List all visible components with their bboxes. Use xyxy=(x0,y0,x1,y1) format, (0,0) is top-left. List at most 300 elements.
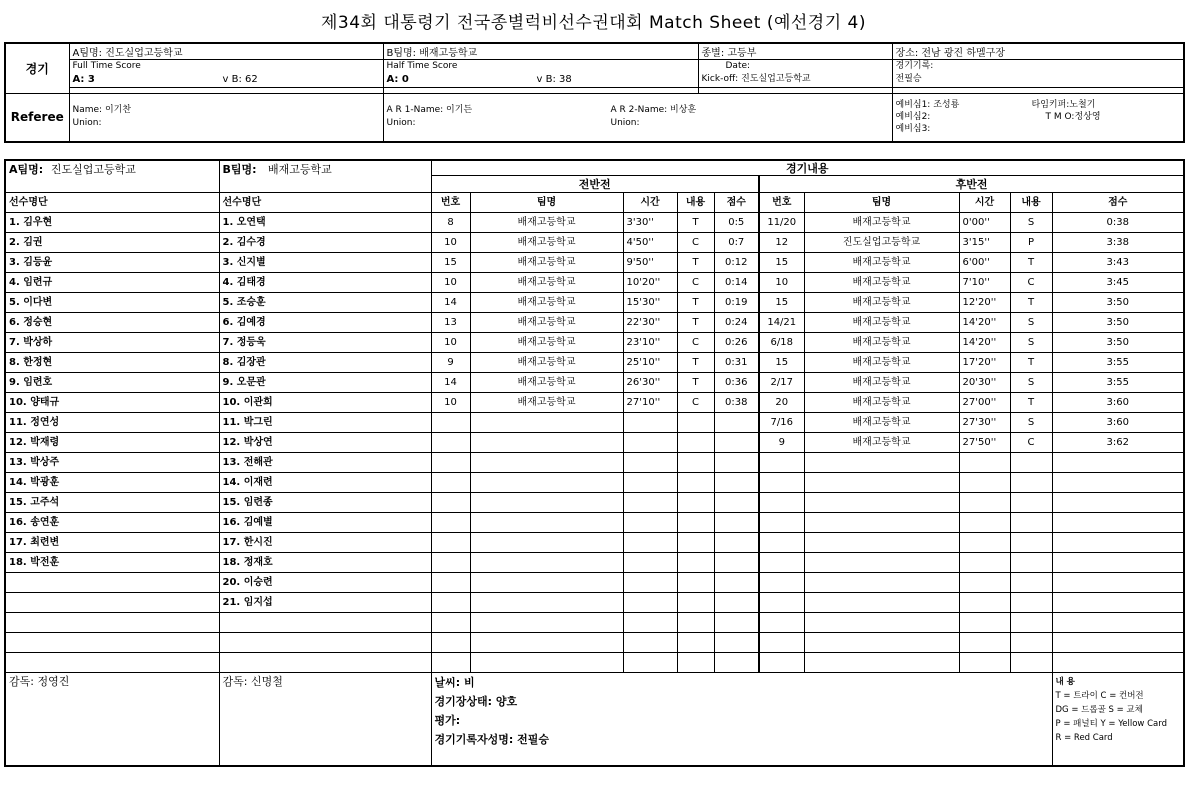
halftime-b: v B: 38 xyxy=(536,74,572,85)
table-row xyxy=(5,213,1184,233)
second-half-cell xyxy=(1010,533,1052,553)
first-half-cell: T xyxy=(677,293,714,313)
second-half-cell xyxy=(759,513,804,533)
timekeeper: 타임키퍼:노철기 xyxy=(1031,100,1096,111)
table-row xyxy=(5,593,1184,613)
halftime-label: Half Time Score xyxy=(386,61,458,71)
roster-b-player: 13. 전해관 xyxy=(219,453,431,473)
first-half-cell xyxy=(623,473,677,493)
table-row xyxy=(5,273,1184,293)
second-half-cell: 20 xyxy=(759,393,804,413)
second-half-cell xyxy=(959,653,1010,673)
roster-b-player: 18. 정재호 xyxy=(219,553,431,573)
second-half-cell: 20'30'' xyxy=(959,373,1010,393)
first-half-cell: 14 xyxy=(431,293,470,313)
second-half-cell xyxy=(959,573,1010,593)
second-half-cell: 배재고등학교 xyxy=(804,413,959,433)
roster-a-player: 12. 박재령 xyxy=(5,433,219,453)
first-half-cell: 23'10'' xyxy=(623,333,677,353)
table-row xyxy=(5,533,1184,553)
second-half-cell: P xyxy=(1010,233,1052,253)
first-half-cell: 배재고등학교 xyxy=(470,393,623,413)
second-half-cell: 배재고등학교 xyxy=(804,273,959,293)
second-half-cell: S xyxy=(1010,413,1052,433)
second-half-cell xyxy=(1052,493,1184,513)
second-half-cell: 15 xyxy=(759,253,804,273)
second-half-cell: 10 xyxy=(759,273,804,293)
table-row xyxy=(5,613,1184,633)
second-half-cell: 3:43 xyxy=(1052,253,1184,273)
second-half-cell: 3:60 xyxy=(1052,393,1184,413)
second-half-cell xyxy=(759,533,804,553)
first-half-cell xyxy=(470,413,623,433)
roster-b-player: 1. 오연택 xyxy=(219,213,431,233)
roster-b-player: 14. 이재련 xyxy=(219,473,431,493)
second-half-cell: 17'20'' xyxy=(959,353,1010,373)
first-half-cell: T xyxy=(677,213,714,233)
second-half-cell xyxy=(1010,473,1052,493)
match-label: 경기 xyxy=(5,43,69,94)
second-half-cell xyxy=(1010,553,1052,573)
first-half-cell: 26'30'' xyxy=(623,373,677,393)
team-b-label: B팀명: xyxy=(222,163,257,176)
second-half-cell: 6/18 xyxy=(759,333,804,353)
first-half-cell xyxy=(623,413,677,433)
reserve-cell xyxy=(892,94,1184,142)
team-a-name: 진도실업고등학교 xyxy=(50,163,136,176)
second-half-cell xyxy=(804,553,959,573)
referee-name: Name: 이기찬 xyxy=(72,105,132,116)
second-half-cell: 7'10'' xyxy=(959,273,1010,293)
first-half-cell xyxy=(431,493,470,513)
second-half-cell: 배재고등학교 xyxy=(804,433,959,453)
first-half-cell xyxy=(470,573,623,593)
second-half-cell xyxy=(1010,573,1052,593)
first-half-cell: 22'30'' xyxy=(623,313,677,333)
first-half-cell: 10 xyxy=(431,233,470,253)
first-half-cell: 10 xyxy=(431,393,470,413)
table-row xyxy=(5,313,1184,333)
first-half-cell: 배재고등학교 xyxy=(470,273,623,293)
first-half-cell: 10 xyxy=(431,333,470,353)
first-half-col-header: 내용 xyxy=(677,193,714,213)
first-half-cell xyxy=(431,653,470,673)
second-half-cell xyxy=(959,633,1010,653)
first-half-cell: 15'30'' xyxy=(623,293,677,313)
second-half-cell xyxy=(759,453,804,473)
second-half-cell: 배재고등학교 xyxy=(804,253,959,273)
first-half-cell: C xyxy=(677,393,714,413)
roster-b-player: 17. 한시진 xyxy=(219,533,431,553)
roster-b-player xyxy=(219,653,431,673)
fulltime-label: Full Time Score xyxy=(72,61,141,71)
recorder: 경기기록자성명: 전필승 xyxy=(434,733,549,746)
second-half-cell: T xyxy=(1010,293,1052,313)
halftime-score-cell xyxy=(383,60,698,88)
first-half-cell xyxy=(470,553,623,573)
first-half-cell: 0:31 xyxy=(714,353,759,373)
team-a-field: A팀명: 진도실업고등학교 xyxy=(69,43,383,60)
second-half-cell xyxy=(959,613,1010,633)
first-half-cell xyxy=(714,453,759,473)
first-half-cell xyxy=(714,633,759,653)
first-half-cell xyxy=(623,613,677,633)
second-half-cell xyxy=(1052,573,1184,593)
second-half-cell: 배재고등학교 xyxy=(804,213,959,233)
coach-b: 감독: 신명철 xyxy=(219,673,431,767)
first-half-cell xyxy=(470,453,623,473)
coach-a: 감독: 정영진 xyxy=(5,673,219,767)
second-half-cell xyxy=(959,473,1010,493)
second-half-cell: 3:62 xyxy=(1052,433,1184,453)
roster-a-player xyxy=(5,573,219,593)
roster-a-label: 선수명단 xyxy=(5,193,219,213)
roster-a-player: 16. 송연훈 xyxy=(5,513,219,533)
kickoff-field: Kick-off: 진도실업고등학교 xyxy=(701,74,811,84)
first-half-col-header: 시간 xyxy=(623,193,677,213)
first-half-col-header: 팀명 xyxy=(470,193,623,213)
record-value: 전필승 xyxy=(895,74,922,84)
second-half-cell xyxy=(804,633,959,653)
ar2-union: Union: xyxy=(610,118,640,129)
first-half-cell xyxy=(470,593,623,613)
second-half-cell: 9 xyxy=(759,433,804,453)
match-notes-cell xyxy=(431,673,1052,767)
first-half-cell: T xyxy=(677,253,714,273)
second-half-cell: 배재고등학교 xyxy=(804,313,959,333)
first-half-cell: 배재고등학교 xyxy=(470,333,623,353)
roster-a-player: 10. 양태규 xyxy=(5,393,219,413)
second-half-cell xyxy=(804,513,959,533)
first-half-cell xyxy=(431,613,470,633)
first-half-cell: T xyxy=(677,353,714,373)
first-half-cell xyxy=(470,433,623,453)
first-half-title: 전반전 xyxy=(431,176,759,193)
second-half-cell xyxy=(804,453,959,473)
first-half-cell xyxy=(677,493,714,513)
second-half-cell: 3:38 xyxy=(1052,233,1184,253)
roster-b-player: 16. 김예별 xyxy=(219,513,431,533)
first-half-cell: 8 xyxy=(431,213,470,233)
first-half-cell xyxy=(714,593,759,613)
venue-field: 장소: 전남 광진 하멜구장 xyxy=(892,43,1184,60)
table-row xyxy=(5,393,1184,413)
first-half-cell: 배재고등학교 xyxy=(470,213,623,233)
ground-condition: 경기장상태: 양호 xyxy=(434,695,518,708)
second-half-cell xyxy=(759,653,804,673)
roster-b-player xyxy=(219,633,431,653)
evaluation: 평가: xyxy=(434,714,461,727)
second-half-cell xyxy=(959,533,1010,553)
second-half-cell xyxy=(1010,653,1052,673)
second-half-cell: T xyxy=(1010,393,1052,413)
second-half-cell xyxy=(959,553,1010,573)
second-half-cell xyxy=(1052,553,1184,573)
roster-a-player: 8. 한정현 xyxy=(5,353,219,373)
second-half-cell xyxy=(1052,513,1184,533)
roster-b-player: 2. 김수경 xyxy=(219,233,431,253)
second-half-cell: 3:60 xyxy=(1052,413,1184,433)
second-half-col-header: 점수 xyxy=(1052,193,1184,213)
first-half-cell: 25'10'' xyxy=(623,353,677,373)
roster-b-player: 15. 임련종 xyxy=(219,493,431,513)
first-half-cell xyxy=(431,473,470,493)
first-half-cell xyxy=(714,473,759,493)
first-half-cell: 4'50'' xyxy=(623,233,677,253)
first-half-cell: 배재고등학교 xyxy=(470,313,623,333)
legend-line-3: P = 패널티 Y = Yellow Card xyxy=(1055,719,1167,729)
second-half-cell xyxy=(804,473,959,493)
second-half-cell xyxy=(1052,533,1184,553)
second-half-col-header: 시간 xyxy=(959,193,1010,213)
roster-a-player: 15. 고주석 xyxy=(5,493,219,513)
referee-cell xyxy=(69,94,383,142)
roster-a-player: 14. 박광훈 xyxy=(5,473,219,493)
second-half-cell: 진도실업고등학교 xyxy=(804,233,959,253)
second-half-cell: 11/20 xyxy=(759,213,804,233)
roster-a-player xyxy=(5,593,219,613)
second-half-cell xyxy=(1010,513,1052,533)
second-half-cell xyxy=(1052,473,1184,493)
first-half-cell xyxy=(470,473,623,493)
second-half-cell: 27'50'' xyxy=(959,433,1010,453)
fulltime-a: A: 3 xyxy=(72,74,95,85)
second-half-cell xyxy=(959,453,1010,473)
second-half-cell: 27'00'' xyxy=(959,393,1010,413)
second-half-cell xyxy=(759,593,804,613)
table-row xyxy=(5,653,1184,673)
second-half-cell xyxy=(1052,633,1184,653)
roster-b-player: 10. 이관희 xyxy=(219,393,431,413)
fulltime-score-cell xyxy=(69,60,383,88)
second-half-title: 후반전 xyxy=(759,176,1184,193)
first-half-cell xyxy=(470,653,623,673)
roster-b-player xyxy=(219,613,431,633)
second-half-cell: C xyxy=(1010,273,1052,293)
roster-a-player: 2. 김권 xyxy=(5,233,219,253)
first-half-cell: 14 xyxy=(431,373,470,393)
team-a-header xyxy=(5,160,219,193)
first-half-cell xyxy=(470,533,623,553)
record-cell xyxy=(892,60,1184,88)
fulltime-b: v B: 62 xyxy=(222,74,258,85)
first-half-cell: 0:26 xyxy=(714,333,759,353)
first-half-cell xyxy=(677,553,714,573)
table-row xyxy=(5,413,1184,433)
first-half-cell: 13 xyxy=(431,313,470,333)
second-half-cell: 2/17 xyxy=(759,373,804,393)
second-half-cell xyxy=(1010,613,1052,633)
first-half-cell: 0:7 xyxy=(714,233,759,253)
legend-line-4: R = Red Card xyxy=(1055,733,1113,743)
legend-title: 내 용 xyxy=(1055,677,1075,687)
legend-cell xyxy=(1052,673,1184,767)
table-row xyxy=(5,373,1184,393)
second-half-cell: S xyxy=(1010,333,1052,353)
first-half-cell xyxy=(677,513,714,533)
roster-a-player: 13. 박상주 xyxy=(5,453,219,473)
first-half-cell xyxy=(677,433,714,453)
reserve-1: 예비심1: 조성룡 xyxy=(895,100,960,111)
second-half-cell: S xyxy=(1010,213,1052,233)
second-half-cell xyxy=(759,553,804,573)
first-half-cell xyxy=(714,413,759,433)
roster-a-player: 11. 정연성 xyxy=(5,413,219,433)
second-half-cell: 배재고등학교 xyxy=(804,393,959,413)
first-half-cell: 배재고등학교 xyxy=(470,233,623,253)
roster-a-player: 3. 김등윤 xyxy=(5,253,219,273)
weather: 날씨: 비 xyxy=(434,676,475,689)
roster-b-player: 3. 신지별 xyxy=(219,253,431,273)
legend-line-2: DG = 드롭골 S = 교체 xyxy=(1055,705,1143,715)
first-half-cell xyxy=(677,593,714,613)
second-half-cell xyxy=(759,613,804,633)
second-half-cell xyxy=(1052,453,1184,473)
first-half-cell: 배재고등학교 xyxy=(470,253,623,273)
second-half-cell xyxy=(759,473,804,493)
first-half-cell: 10'20'' xyxy=(623,273,677,293)
match-info-table xyxy=(4,42,1185,143)
roster-a-player: 17. 최련변 xyxy=(5,533,219,553)
tmo: T M O:정상영 xyxy=(1045,112,1101,123)
first-half-cell xyxy=(431,453,470,473)
second-half-cell: 14/21 xyxy=(759,313,804,333)
second-half-cell: 12 xyxy=(759,233,804,253)
roster-a-player xyxy=(5,613,219,633)
second-half-cell: 27'30'' xyxy=(959,413,1010,433)
first-half-cell: T xyxy=(677,313,714,333)
roster-a-player: 18. 박전훈 xyxy=(5,553,219,573)
first-half-cell xyxy=(714,433,759,453)
roster-b-player: 7. 정등욱 xyxy=(219,333,431,353)
second-half-cell xyxy=(804,493,959,513)
match-content-title: 경기내용 xyxy=(431,160,1184,176)
roster-b-player: 8. 김장관 xyxy=(219,353,431,373)
first-half-cell: 9 xyxy=(431,353,470,373)
first-half-cell: T xyxy=(677,373,714,393)
second-half-cell xyxy=(804,533,959,553)
second-half-cell xyxy=(1010,493,1052,513)
table-row xyxy=(5,433,1184,453)
second-half-cell: 배재고등학교 xyxy=(804,373,959,393)
roster-a-player: 6. 정승현 xyxy=(5,313,219,333)
first-half-cell xyxy=(623,573,677,593)
first-half-cell: 0:38 xyxy=(714,393,759,413)
first-half-cell xyxy=(714,533,759,553)
first-half-cell xyxy=(677,453,714,473)
first-half-cell xyxy=(623,533,677,553)
roster-b-player: 5. 조승훈 xyxy=(219,293,431,313)
roster-a-player xyxy=(5,633,219,653)
first-half-cell: 배재고등학교 xyxy=(470,293,623,313)
date-kickoff-cell xyxy=(698,60,892,88)
roster-b-player: 4. 김태경 xyxy=(219,273,431,293)
second-half-cell xyxy=(804,573,959,593)
first-half-cell xyxy=(431,633,470,653)
first-half-cell xyxy=(623,653,677,673)
second-half-cell xyxy=(759,573,804,593)
second-half-cell: 15 xyxy=(759,293,804,313)
match-sheet-table xyxy=(4,159,1185,767)
first-half-cell xyxy=(470,633,623,653)
second-half-cell xyxy=(1052,593,1184,613)
table-row xyxy=(5,293,1184,313)
first-half-cell xyxy=(677,633,714,653)
table-row xyxy=(5,473,1184,493)
team-b-field: B팀명: 배재고등학교 xyxy=(383,43,698,60)
table-row xyxy=(5,573,1184,593)
second-half-cell: 14'20'' xyxy=(959,313,1010,333)
first-half-cell xyxy=(677,613,714,633)
first-half-cell xyxy=(623,433,677,453)
roster-b-label: 선수명단 xyxy=(219,193,431,213)
first-half-cell xyxy=(470,613,623,633)
first-half-cell: 배재고등학교 xyxy=(470,353,623,373)
footer-row xyxy=(5,673,1184,767)
first-half-cell: 10 xyxy=(431,273,470,293)
first-half-cell xyxy=(677,653,714,673)
team-b-name: 배재고등학교 xyxy=(268,163,332,176)
table-row xyxy=(5,253,1184,273)
first-half-cell xyxy=(623,453,677,473)
second-half-cell: 3:50 xyxy=(1052,313,1184,333)
second-half-cell xyxy=(959,493,1010,513)
second-half-cell: 3:45 xyxy=(1052,273,1184,293)
first-half-cell xyxy=(623,593,677,613)
first-half-cell xyxy=(714,513,759,533)
second-half-cell: 3:55 xyxy=(1052,373,1184,393)
first-half-cell xyxy=(431,573,470,593)
second-half-cell: 3:55 xyxy=(1052,353,1184,373)
first-half-cell xyxy=(431,433,470,453)
second-half-cell xyxy=(959,593,1010,613)
second-half-cell xyxy=(1052,613,1184,633)
second-half-cell xyxy=(1010,593,1052,613)
first-half-cell: 27'10'' xyxy=(623,393,677,413)
second-half-cell xyxy=(959,513,1010,533)
ar1-name: A R 1-Name: 이기든 xyxy=(386,105,473,116)
table-row xyxy=(5,633,1184,653)
first-half-cell xyxy=(431,593,470,613)
team-b-header xyxy=(219,160,431,193)
second-half-cell: 12'20'' xyxy=(959,293,1010,313)
first-half-cell xyxy=(714,553,759,573)
first-half-cell xyxy=(714,613,759,633)
table-row xyxy=(5,553,1184,573)
first-half-cell: C xyxy=(677,333,714,353)
first-half-cell xyxy=(623,513,677,533)
second-half-cell: 배재고등학교 xyxy=(804,293,959,313)
table-row xyxy=(5,233,1184,253)
first-half-cell xyxy=(431,533,470,553)
referee-label: Referee xyxy=(5,94,69,142)
page-title: 제34회 대통령기 전국종별럭비선수권대회 Match Sheet (예선경기 4) xyxy=(320,13,867,33)
first-half-cell xyxy=(623,633,677,653)
halftime-a: A: 0 xyxy=(386,74,409,85)
first-half-cell xyxy=(623,553,677,573)
second-half-cell: 6'00'' xyxy=(959,253,1010,273)
first-half-cell xyxy=(431,513,470,533)
second-half-cell xyxy=(804,593,959,613)
second-half-cell xyxy=(1052,653,1184,673)
second-half-cell xyxy=(1010,453,1052,473)
second-half-cell: 배재고등학교 xyxy=(804,353,959,373)
first-half-cell: C xyxy=(677,233,714,253)
first-half-cell xyxy=(470,493,623,513)
second-half-cell: 배재고등학교 xyxy=(804,333,959,353)
first-half-cell xyxy=(714,573,759,593)
first-half-cell xyxy=(431,413,470,433)
